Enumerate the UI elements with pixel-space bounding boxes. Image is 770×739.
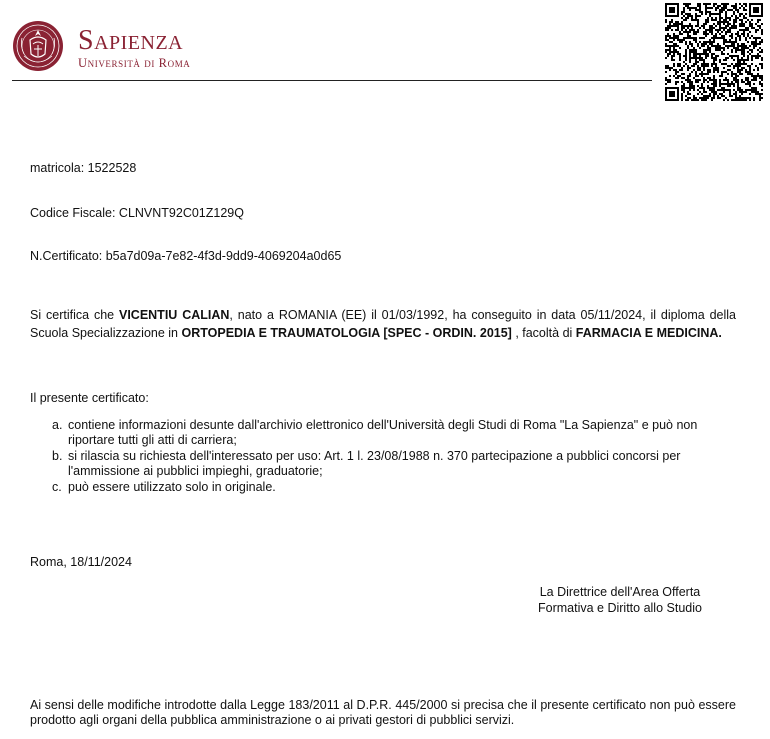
list-item: [52, 480, 738, 495]
faculty-name: FARMACIA E MEDICINA.: [575, 326, 722, 340]
university-seal-logo: [12, 16, 64, 76]
cert-text-3: , facoltà di: [511, 326, 576, 340]
signature-line-1: La Direttrice dell'Area Offerta: [539, 585, 701, 599]
header-divider: [12, 80, 652, 81]
legal-footer: Ai sensi delle modifiche introdotte dalla Legge 183/2011 al D.P.R. 445/2000 si precisa che il presente certificato non può essere prodotto agli organi della pubblica amministrazione o ai privati gestori di pubblici servizi.: [30, 698, 736, 727]
university-brand: [78, 26, 190, 70]
certificate-number-field: N.Certificato: b5a7d09a-7e82-4f3d-9dd9-4069204a0d65: [30, 249, 342, 263]
matricola-field: matricola: 1522528: [30, 161, 137, 175]
signature-block: [538, 584, 702, 616]
certificate-conditions-list: [52, 418, 738, 496]
certification-paragraph: [30, 306, 736, 342]
list-item: [52, 418, 738, 448]
list-item-text: si rilascia su richiesta dell'interessato per uso: Art. 1 l. 23/08/1988 n. 370 partecipazione a pubblici concorsi per l'ammissione ai pubblici impieghi, graduatorie;: [68, 449, 681, 478]
place-date: Roma, 18/11/2024: [30, 555, 132, 569]
cert-text-1: Si certifica che: [30, 308, 119, 322]
university-subtitle: Università di Roma: [78, 56, 191, 70]
cert-text-2: , nato a ROMANIA (EE) il 01/03/1992, ha conseguito in data 05/11/2024, il diploma della Scuola Specializzazione in: [30, 308, 736, 340]
list-item: [52, 449, 738, 479]
list-item-text: contiene informazioni desunte dall'archivio elettronico dell'Università degli Studi di Roma "La Sapienza" e può non riportare tutti gli atti di carriera;: [68, 418, 698, 447]
signature-line-2: Formativa e Diritto allo Studio: [538, 601, 702, 615]
seal-icon: [12, 16, 64, 76]
codice-fiscale-field: Codice Fiscale: CLNVNT92C01Z129Q: [30, 206, 244, 220]
list-marker: c.: [52, 480, 62, 494]
list-intro: Il presente certificato:: [30, 391, 149, 405]
holder-name: VICENTIU CALIAN: [118, 308, 230, 322]
qr-code-icon: [665, 3, 763, 101]
list-marker: a.: [52, 418, 63, 432]
school-name: ORTOPEDIA E TRAUMATOLOGIA [SPEC - ORDIN. 2015]: [181, 326, 512, 340]
list-marker: b.: [52, 449, 63, 463]
university-name: Sapienza: [78, 25, 184, 56]
list-item-text: può essere utilizzato solo in originale.: [68, 480, 276, 494]
qr-code: [665, 3, 763, 101]
